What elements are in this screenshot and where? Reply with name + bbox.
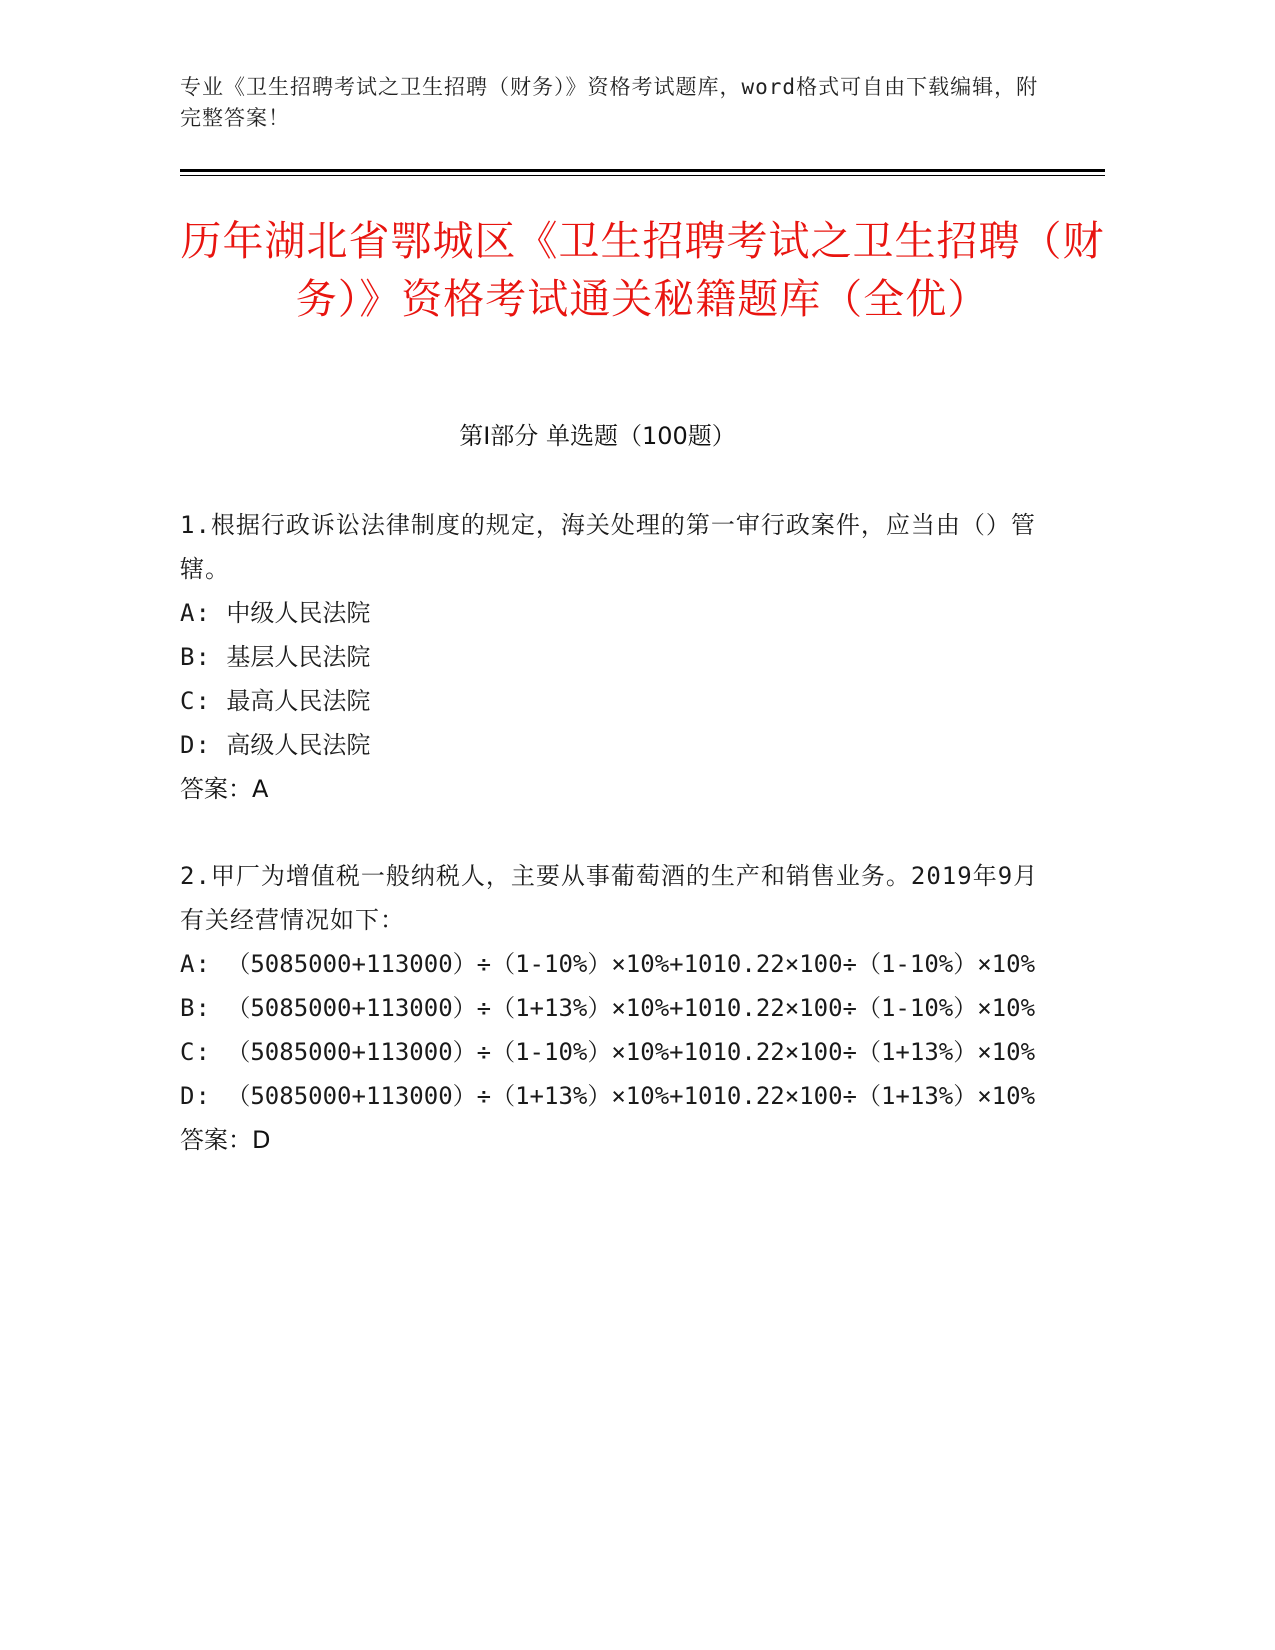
- option-text: 基层人民法院: [226, 643, 371, 671]
- question-2: [180, 854, 1040, 1162]
- option-b: [180, 986, 1040, 1030]
- option-text: 最高人民法院: [226, 687, 371, 715]
- option-label: C:: [180, 1038, 211, 1066]
- option-label: A:: [180, 599, 211, 627]
- option-text: （5085000+113000）÷（1+13%）×10%+1010.22×100÷（1+13%）×10%: [226, 1082, 1036, 1110]
- option-text: 中级人民法院: [226, 599, 371, 627]
- option-text: 高级人民法院: [226, 731, 371, 759]
- option-label: C:: [180, 687, 211, 715]
- answer: 答案：D: [180, 1126, 271, 1154]
- option-a: [180, 942, 1040, 986]
- option-c: [180, 679, 1040, 723]
- document-title: 历年湖北省鄂城区《卫生招聘考试之卫生招聘（财务）》资格考试通关秘籍题库（全优）: [180, 217, 1105, 323]
- question-stem: 2.甲厂为增值税一般纳税人，主要从事葡萄酒的生产和销售业务。2019年9月有关经营情况如下：: [180, 862, 1039, 934]
- option-d: [180, 723, 1040, 767]
- header-divider-thin: [180, 175, 1105, 176]
- option-text: （5085000+113000）÷（1+13%）×10%+1010.22×100÷（1-10%）×10%: [226, 994, 1036, 1022]
- question-1: [180, 503, 1040, 811]
- option-b: [180, 635, 1040, 679]
- option-d: [180, 1074, 1040, 1118]
- option-label: B:: [180, 643, 211, 671]
- option-text: （5085000+113000）÷（1-10%）×10%+1010.22×100÷（1+13%）×10%: [226, 1038, 1036, 1066]
- header-divider-thick: [180, 169, 1105, 172]
- answer: 答案：A: [180, 775, 269, 803]
- option-label: B:: [180, 994, 211, 1022]
- option-a: [180, 591, 1040, 635]
- section-title: 第Ⅰ部分 单选题（100题）: [459, 422, 736, 450]
- option-label: D:: [180, 731, 211, 759]
- option-label: A:: [180, 950, 211, 978]
- option-label: D:: [180, 1082, 211, 1110]
- option-c: [180, 1030, 1040, 1074]
- option-text: （5085000+113000）÷（1-10%）×10%+1010.22×100÷（1-10%）×10%: [226, 950, 1036, 978]
- header-note: 专业《卫生招聘考试之卫生招聘（财务）》资格考试题库，word格式可自由下载编辑，附完整答案！: [180, 75, 1039, 130]
- question-stem: 1.根据行政诉讼法律制度的规定，海关处理的第一审行政案件，应当由（）管辖。: [180, 511, 1036, 583]
- question-list: [180, 503, 1040, 1162]
